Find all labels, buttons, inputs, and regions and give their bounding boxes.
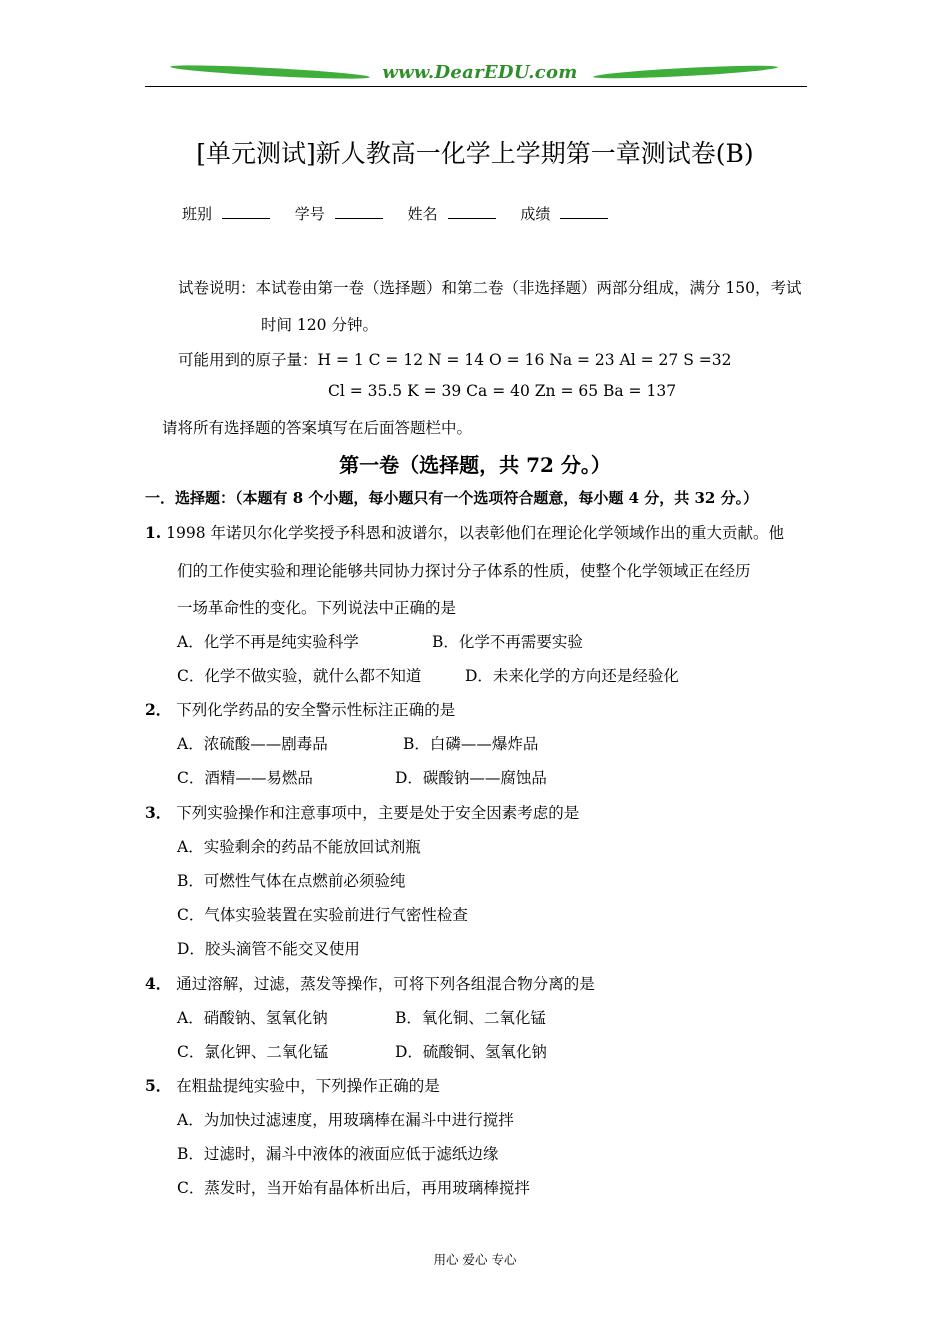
- option-d[interactable]: D．硫酸铜、氢氧化钠: [395, 1043, 547, 1061]
- option-d[interactable]: D．胶头滴管不能交叉使用: [177, 940, 360, 958]
- option-a[interactable]: A．化学不再是纯实验科学: [177, 633, 359, 651]
- page-footer: 用心 爱心 专心: [433, 1252, 517, 1267]
- question-text: 1998 年诺贝尔化学奖授予科恩和波谱尔，以表彰他们在理论化学领域作出的重大贡献。他: [166, 524, 785, 542]
- option-c[interactable]: C．气体实验装置在实验前进行气密性检查: [177, 906, 468, 924]
- question-1: [145, 521, 784, 543]
- field-name[interactable]: 姓名: [408, 205, 506, 223]
- atomic-mass-line2: Cl = 35.5 K = 39 Ca = 40 Zn = 65 Ba = 137: [328, 382, 677, 400]
- field-student-id[interactable]: 学号: [295, 205, 393, 223]
- option-d[interactable]: D．碳酸钠——腐蚀品: [395, 769, 547, 787]
- page-title: [单元测试]新人教高一化学上学期第一章测试卷(B): [196, 139, 754, 168]
- question-3: [145, 801, 579, 823]
- question-number: 4．: [145, 974, 172, 993]
- atomic-mass-line1: 可能用到的原子量：H = 1 C = 12 N = 14 O = 16 Na = 23 Al = 27 S =32: [178, 351, 732, 369]
- exam-note-line2: 时间 120 分钟。: [261, 316, 378, 334]
- green-swoosh-left-icon: [170, 63, 370, 81]
- option-b[interactable]: B．化学不再需要实验: [432, 633, 583, 651]
- student-info-fields: [182, 203, 628, 224]
- question-5: [145, 1074, 440, 1096]
- option-c[interactable]: C．蒸发时，当开始有晶体析出后，再用玻璃棒搅拌: [177, 1179, 530, 1197]
- question-number: 2．: [145, 700, 172, 719]
- field-score[interactable]: 成绩: [520, 205, 618, 223]
- question-text: 通过溶解，过滤，蒸发等操作，可将下列各组混合物分离的是: [176, 975, 595, 993]
- header-rule: [145, 86, 807, 87]
- option-b[interactable]: B．白磷——爆炸品: [403, 735, 539, 753]
- site-logo: www.DearEDU.com: [382, 62, 578, 83]
- option-b[interactable]: B．氧化铜、二氧化锰: [395, 1009, 546, 1027]
- site-header: [145, 60, 807, 90]
- option-c[interactable]: C．酒精——易燃品: [177, 769, 313, 787]
- question-1-line2: 们的工作使实验和理论能够共同协力探讨分子体系的性质，使整个化学领域正在经历: [177, 562, 751, 580]
- question-text: 下列化学药品的安全警示性标注正确的是: [176, 701, 456, 719]
- question-2: [145, 698, 455, 720]
- question-number: 5．: [145, 1076, 172, 1095]
- section-instruction: 一．选择题：（本题有 8 个小题，每小题只有一个选项符合题意，每小题 4 分，共 32 分。）: [145, 489, 759, 507]
- field-class[interactable]: 班别: [182, 205, 280, 223]
- question-text: 下列实验操作和注意事项中，主要是处于安全因素考虑的是: [176, 804, 580, 822]
- question-text: 在粗盐提纯实验中，下列操作正确的是: [176, 1077, 440, 1095]
- option-c[interactable]: C．化学不做实验，就什么都不知道: [177, 667, 422, 685]
- option-c[interactable]: C．氯化钾、二氧化锰: [177, 1043, 329, 1061]
- question-1-line3: 一场革命性的变化。下列说法中正确的是: [177, 599, 457, 617]
- answer-instruction: 请将所有选择题的答案填写在后面答题栏中。: [162, 419, 473, 437]
- option-a[interactable]: A．硝酸钠、氢氧化钠: [177, 1009, 328, 1027]
- section-title: 第一卷（选择题，共 72 分。）: [339, 453, 611, 477]
- option-a[interactable]: A．为加快过滤速度，用玻璃棒在漏斗中进行搅拌: [177, 1111, 514, 1129]
- question-4: [145, 972, 595, 994]
- option-d[interactable]: D．未来化学的方向还是经验化: [465, 667, 679, 685]
- option-a[interactable]: A．实验剩余的药品不能放回试剂瓶: [177, 838, 421, 856]
- option-b[interactable]: B．过滤时，漏斗中液体的液面应低于滤纸边缘: [177, 1145, 499, 1163]
- option-b[interactable]: B．可燃性气体在点燃前必须验纯: [177, 872, 406, 890]
- exam-note-line1: 试卷说明：本试卷由第一卷（选择题）和第二卷（非选择题）两部分组成，满分 150，考试: [178, 279, 802, 297]
- green-swoosh-right-icon: [593, 63, 778, 81]
- question-number: 1.: [145, 523, 162, 542]
- option-a[interactable]: A．浓硫酸——剧毒品: [177, 735, 328, 753]
- question-number: 3．: [145, 803, 172, 822]
